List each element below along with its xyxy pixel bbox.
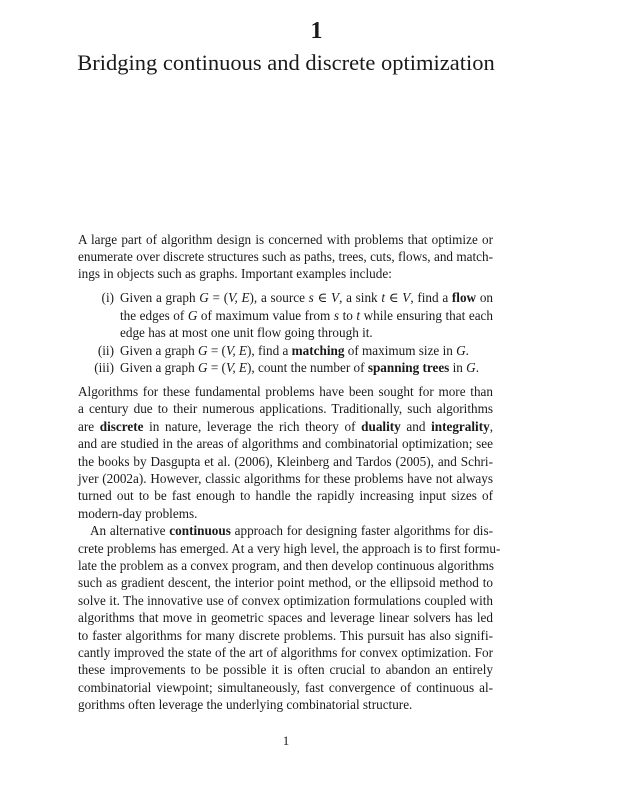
text-segment: on — [476, 290, 494, 305]
text-line — [90, 523, 493, 539]
text-line — [120, 343, 493, 359]
text-segment: of maximum value from — [197, 308, 334, 323]
math-symbol: V, E — [225, 343, 247, 358]
text-segment: , — [489, 419, 493, 434]
text-line — [78, 558, 493, 574]
text-segment: Given a graph — [120, 290, 200, 305]
text-segment: gorithms often leverage the underlying combinatorial structure. — [78, 697, 413, 712]
text-segment: the edges of — [120, 308, 188, 323]
text-segment: ), count the number of — [246, 360, 368, 375]
text-segment: these improvements to be possible it is often crucial to abandon an entirely — [78, 662, 493, 677]
text-segment: crete problems has emerged. At a very high level, the approach is to first formu- — [78, 541, 501, 556]
list-label: (iii) — [94, 360, 114, 375]
text-line — [78, 266, 493, 282]
math-symbol: t — [381, 290, 386, 305]
text-segment: algorithms that move in geometric spaces and leverage linear solvers has led — [78, 610, 493, 625]
text-segment: late the problem as a convex program, and then develop continuous algorithms — [78, 558, 495, 573]
text-segment: Given a graph — [120, 343, 198, 358]
bold-term: matching — [291, 343, 345, 358]
text-segment: cantly improved the state of the art of algorithms for convex optimization. For — [78, 645, 493, 660]
text-segment: of maximum size in — [344, 343, 457, 358]
text-line — [120, 308, 493, 324]
text-segment: ), a source — [249, 290, 309, 305]
math-symbol: G — [456, 343, 466, 358]
text-line — [120, 325, 493, 341]
text-segment: modern-day problems. — [78, 506, 198, 521]
text-segment: ∈ — [385, 290, 403, 305]
text-segment: ), find a — [246, 343, 292, 358]
text-line — [78, 454, 493, 470]
text-line — [78, 610, 493, 626]
text-segment: Given a graph — [120, 360, 198, 375]
text-line — [78, 680, 493, 696]
text-segment: Algorithms for these fundamental problems have been sought for more than — [78, 384, 493, 399]
text-segment: ings in objects such as graphs. Important examples include: — [78, 266, 392, 281]
bold-term: discrete — [99, 419, 144, 434]
text-line — [78, 249, 493, 265]
text-segment: = ( — [207, 343, 226, 358]
text-segment: enumerate over discrete structures such as paths, trees, cuts, flows, and match- — [78, 249, 493, 264]
math-symbol: t — [356, 308, 361, 323]
math-symbol: G — [198, 360, 208, 375]
text-segment: and are studied in the areas of algorithms and combinatorial optimization; see — [78, 436, 493, 451]
bold-term: flow — [451, 290, 477, 305]
text-line — [78, 401, 493, 417]
text-segment: . — [465, 343, 469, 358]
text-segment: , find a — [410, 290, 452, 305]
text-segment: turned out to be fast enough to handle the rapidly increasing input sizes of — [78, 488, 493, 503]
math-symbol: V — [331, 290, 340, 305]
text-segment: in — [449, 360, 467, 375]
text-segment: . — [475, 360, 479, 375]
math-symbol: V, E — [225, 360, 247, 375]
text-line — [120, 360, 493, 376]
text-segment: A large part of algorithm design is concerned with problems that optimize or — [78, 232, 493, 247]
bold-term: spanning trees — [367, 360, 450, 375]
text-segment: in nature, leverage the rich theory of — [143, 419, 362, 434]
chapter-title: Bridging continuous and discrete optimization — [77, 50, 495, 75]
text-segment: the books by Dasgupta et al. (2006), Kleinberg and Tardos (2005), and Schri- — [78, 454, 493, 469]
text-line — [120, 290, 493, 306]
text-line — [78, 628, 493, 644]
math-symbol: s — [308, 290, 314, 305]
text-line — [78, 471, 493, 487]
text-segment: such as gradient descent, the interior point method, or the ellipsoid method to — [78, 575, 493, 590]
bold-term: duality — [361, 419, 401, 434]
text-line — [78, 697, 493, 713]
bold-term: integrality — [431, 419, 490, 434]
math-symbol: G — [198, 343, 208, 358]
text-segment: to faster algorithms for many discrete problems. This pursuit has also signifi- — [78, 628, 493, 643]
math-symbol: G — [199, 290, 209, 305]
text-segment: An alternative — [90, 523, 170, 538]
math-symbol: s — [333, 308, 339, 323]
text-line — [78, 436, 493, 452]
text-line — [78, 541, 501, 557]
text-segment: combinatorial viewpoint; simultaneously, fast convergence of continuous al- — [78, 680, 493, 695]
text-line — [78, 575, 493, 591]
text-line — [78, 662, 493, 678]
text-segment: are — [78, 419, 100, 434]
list-label: (ii) — [97, 343, 114, 358]
text-line — [78, 488, 493, 504]
bold-term: continuous — [169, 523, 231, 538]
text-segment: to — [339, 308, 357, 323]
chapter-number: 1 — [310, 18, 323, 44]
text-segment: , a sink — [339, 290, 382, 305]
text-segment: while ensuring that each — [360, 308, 493, 323]
text-segment: = ( — [208, 290, 229, 305]
text-segment: approach for designing faster algorithms for dis- — [230, 523, 493, 538]
text-line — [78, 506, 493, 522]
text-line — [78, 593, 493, 609]
math-symbol: G — [187, 308, 198, 323]
text-segment: a century due to their numerous applications. Traditionally, such algorithms — [78, 401, 493, 416]
math-symbol: V, E — [228, 290, 250, 305]
text-line — [78, 384, 493, 400]
text-segment: edge has at most one unit flow going through it. — [120, 325, 373, 340]
text-segment: solve it. The innovative use of convex optimization formulations coupled with — [78, 593, 493, 608]
text-line — [78, 419, 493, 435]
text-segment: jver (2002a). However, classic algorithms for these problems have not always — [78, 471, 493, 486]
text-segment: = ( — [207, 360, 226, 375]
text-segment: ∈ — [313, 290, 332, 305]
math-symbol: V — [402, 290, 411, 305]
text-line — [78, 645, 493, 661]
text-segment: and — [400, 419, 432, 434]
page-number: 1 — [282, 733, 290, 748]
text-line — [78, 232, 493, 248]
list-label: (i) — [101, 290, 114, 305]
math-symbol: G — [466, 360, 476, 375]
